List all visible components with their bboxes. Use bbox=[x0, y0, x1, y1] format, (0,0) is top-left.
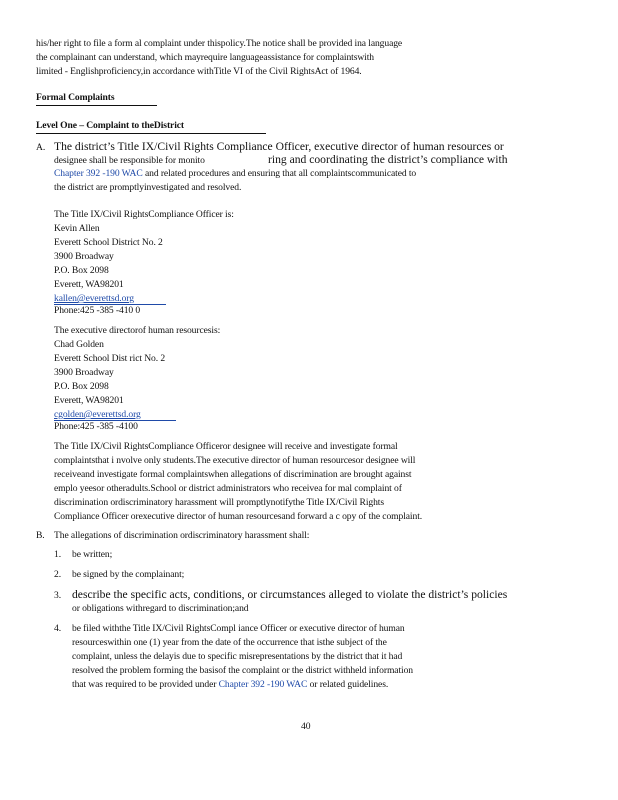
intro-line-1: his/her right to file a form al complaint under thispolicy.The notice shall be provided ina language bbox=[36, 38, 403, 49]
procedure-line-5: discrimination ordiscriminatory harassment will promptlynotifythe Title IX/Civil Rights bbox=[54, 497, 384, 508]
item-a-line-2a: designee shall be responsible for monito bbox=[54, 155, 205, 166]
procedure-line-4: emplo yeesor otheradults.School or district administrators who receivea for mal complaint of bbox=[54, 483, 402, 494]
procedure-line-1: The Title IX/Civil RightsCompliance Officeror designee will receive and investigate formal bbox=[54, 441, 398, 452]
officer1-org: Everett School District No. 2 bbox=[54, 237, 163, 248]
officer2-email-link[interactable]: cgolden@everettsd.org bbox=[54, 409, 141, 420]
officer2-org: Everett School Dist rict No. 2 bbox=[54, 353, 166, 364]
item-a-marker: A. bbox=[36, 142, 46, 153]
officer2-phone: Phone:425 -385 -4100 bbox=[54, 421, 138, 432]
intro-line-2: the complainant can understand, which mayrequire languageassistance for complaintswith bbox=[36, 52, 374, 63]
list-item-4-line-4: resolved the problem forming the basisof the complaint or the district withheld information bbox=[72, 665, 413, 676]
list-item-1-marker: 1. bbox=[54, 549, 61, 560]
procedure-line-2: complaintsthat i nvolve only students.The executive director of human resourcesor designee will bbox=[54, 455, 416, 466]
list-item-1-text: be written; bbox=[72, 549, 113, 560]
list-item-2-text: be signed by the complainant; bbox=[72, 569, 185, 580]
procedure-line-3: receiveand investigate formal complaintswhen allegations of discrimination are brought against bbox=[54, 469, 412, 480]
officer1-email-link[interactable]: kallen@everettsd.org bbox=[54, 293, 134, 304]
officer1-phone: Phone:425 -385 -410 0 bbox=[54, 305, 141, 316]
officer2-po: P.O. Box 2098 bbox=[54, 381, 109, 392]
list-item-4-marker: 4. bbox=[54, 623, 61, 634]
officer1-title: The Title IX/Civil RightsCompliance Officer is: bbox=[54, 209, 234, 220]
chapter-link-2[interactable]: Chapter 392 -190 WAC bbox=[218, 679, 308, 690]
subsection-heading: Level One – Complaint to theDistrict bbox=[36, 120, 185, 131]
item-b-marker: B. bbox=[36, 530, 45, 541]
section-heading-underline bbox=[36, 105, 157, 106]
item-a-line-1: The district’s Title IX/Civil Rights Compliance Officer, executive director of human resources or bbox=[54, 140, 504, 153]
intro-line-3: limited - Englishproficiency,in accordance withTitle VI of the Civil RightsAct of 1964. bbox=[36, 66, 362, 77]
list-item-4-line-1: be filed withthe Title IX/Civil RightsCompl iance Officer or executive director of human bbox=[72, 623, 405, 634]
officer2-title: The executive directorof human resourcesis: bbox=[54, 325, 221, 336]
officer1-city: Everett, WA98201 bbox=[54, 279, 124, 290]
item-a-line-3: Chapter 392 -190 WAC and related procedures and ensuring that all complaintscommunicated to bbox=[54, 168, 417, 179]
officer2-name: Chad Golden bbox=[54, 339, 104, 350]
officer2-street: 3900 Broadway bbox=[54, 367, 114, 378]
item-b-text: The allegations of discrimination ordiscriminatory harassment shall: bbox=[54, 530, 310, 541]
section-heading: Formal Complaints bbox=[36, 92, 115, 103]
list-item-4-line-5: that was required to be provided under Chapter 392 -190 WAC or related guidelines. bbox=[72, 679, 389, 690]
page-number: 40 bbox=[301, 721, 311, 732]
list-item-2-marker: 2. bbox=[54, 569, 61, 580]
procedure-line-6: Compliance Officer orexecutive director of human resourcesand forward a c opy of the complaint. bbox=[54, 511, 423, 522]
officer1-name: Kevin Allen bbox=[54, 223, 100, 234]
list-item-3-line-1: describe the specific acts, conditions, or circumstances alleged to violate the district’s policies bbox=[72, 588, 508, 601]
officer2-city: Everett, WA98201 bbox=[54, 395, 124, 406]
item-a-line-2b: ring and coordinating the district’s compliance with bbox=[268, 153, 508, 166]
item-a-line-4: the district are promptlyinvestigated and resolved. bbox=[54, 182, 242, 193]
officer1-street: 3900 Broadway bbox=[54, 251, 114, 262]
list-item-3-line-2: or obligations withregard to discrimination;and bbox=[72, 603, 249, 614]
list-item-3-marker: 3. bbox=[54, 590, 61, 601]
subsection-heading-underline bbox=[36, 133, 266, 134]
officer1-po: P.O. Box 2098 bbox=[54, 265, 109, 276]
list-item-4-line-2: resourceswithin one (1) year from the date of the occurrence that isthe subject of the bbox=[72, 637, 387, 648]
list-item-4-line-3: complaint, unless the delayis due to specific misrepresentations by the district that it had bbox=[72, 651, 403, 662]
chapter-link[interactable]: Chapter 392 -190 WAC bbox=[54, 168, 143, 179]
